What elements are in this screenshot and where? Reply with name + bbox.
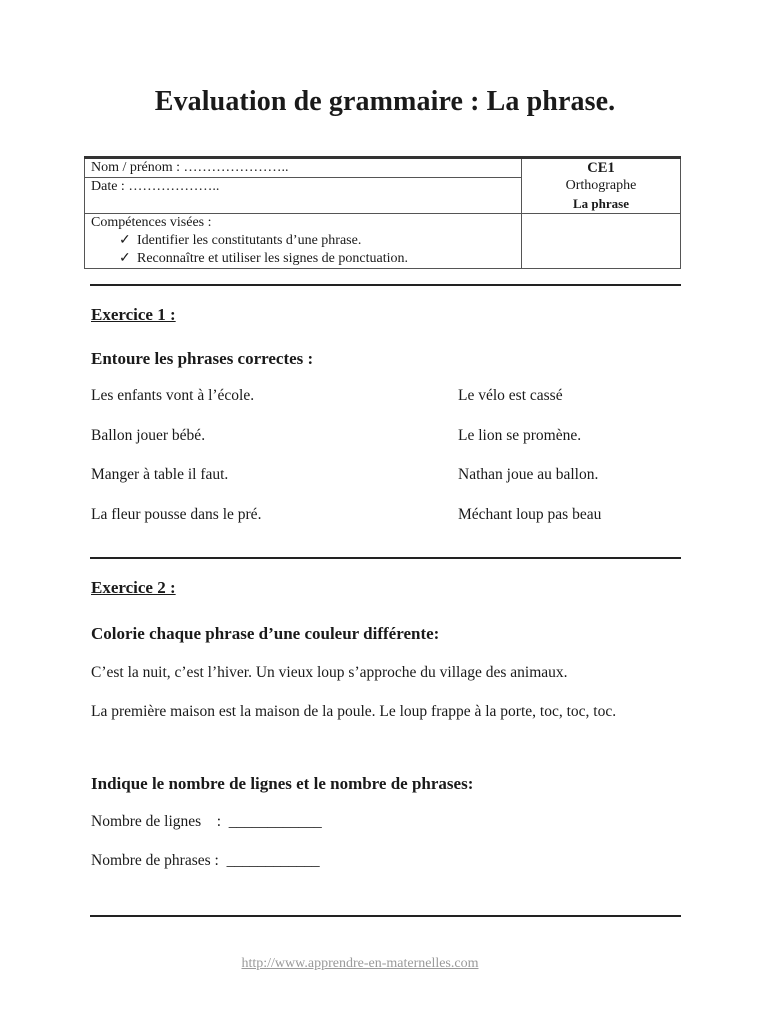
text-paragraph[interactable]: C’est la nuit, c’est l’hiver. Un vieux loup s’approche du village des animaux. [91, 664, 568, 681]
competences-list [91, 232, 515, 268]
date-field[interactable]: Date : ……………….. [85, 178, 522, 214]
subject-label: Orthographe [565, 178, 637, 193]
sentence-option[interactable]: Les enfants vont à l’école. [91, 387, 255, 404]
sentence-option[interactable]: Méchant loup pas beau [458, 506, 602, 523]
competence-text: Reconnaître et utiliser les signes de ponctuation. [137, 251, 408, 266]
page-title: Evaluation de grammaire : La phrase. [154, 86, 616, 117]
competences-label: Compétences visées : [91, 215, 212, 230]
exercise2-instruction: Colorie chaque phrase d’une couleur différente: [91, 624, 440, 643]
level-label: CE1 [587, 160, 615, 176]
exercise2-instruction2: Indique le nombre de lignes et le nombre de phrases: [91, 774, 474, 793]
header-table [84, 156, 681, 269]
competences-cell [85, 214, 522, 269]
empty-cell [522, 214, 681, 269]
check-icon: ✓ [119, 251, 131, 266]
section-divider [90, 557, 681, 559]
section-divider [90, 915, 681, 917]
sentence-option[interactable]: Le vélo est cassé [458, 387, 563, 404]
sentence-option[interactable]: Nathan joue au ballon. [458, 466, 599, 483]
topic-label: La phrase [573, 196, 629, 211]
sentence-option[interactable]: Ballon jouer bébé. [91, 427, 206, 444]
lines-count-field[interactable]: Nombre de lignes : ____________ [91, 813, 322, 830]
sentence-option[interactable]: Le lion se promène. [458, 427, 582, 444]
exercise1-title: Exercice 1 : [91, 305, 176, 324]
sentences-count-field[interactable]: Nombre de phrases : ____________ [91, 852, 320, 869]
competence-item [115, 232, 515, 250]
footer-link[interactable]: http://www.apprendre-en-maternelles.com [241, 956, 479, 971]
text-paragraph[interactable]: La première maison est la maison de la poule. Le loup frappe à la porte, toc, toc, toc. [91, 703, 617, 720]
name-field[interactable]: Nom / prénom : ………………….. [85, 158, 522, 178]
exercise2-title: Exercice 2 : [91, 578, 176, 597]
competence-item [115, 250, 515, 268]
level-cell [522, 158, 681, 214]
competence-text: Identifier les constitutants d’une phrase. [137, 233, 362, 248]
sentence-option[interactable]: La fleur pousse dans le pré. [91, 506, 262, 523]
sentence-option[interactable]: Manger à table il faut. [91, 466, 229, 483]
section-divider [90, 284, 681, 286]
check-icon: ✓ [119, 233, 131, 248]
exercise1-instruction: Entoure les phrases correctes : [91, 349, 314, 368]
